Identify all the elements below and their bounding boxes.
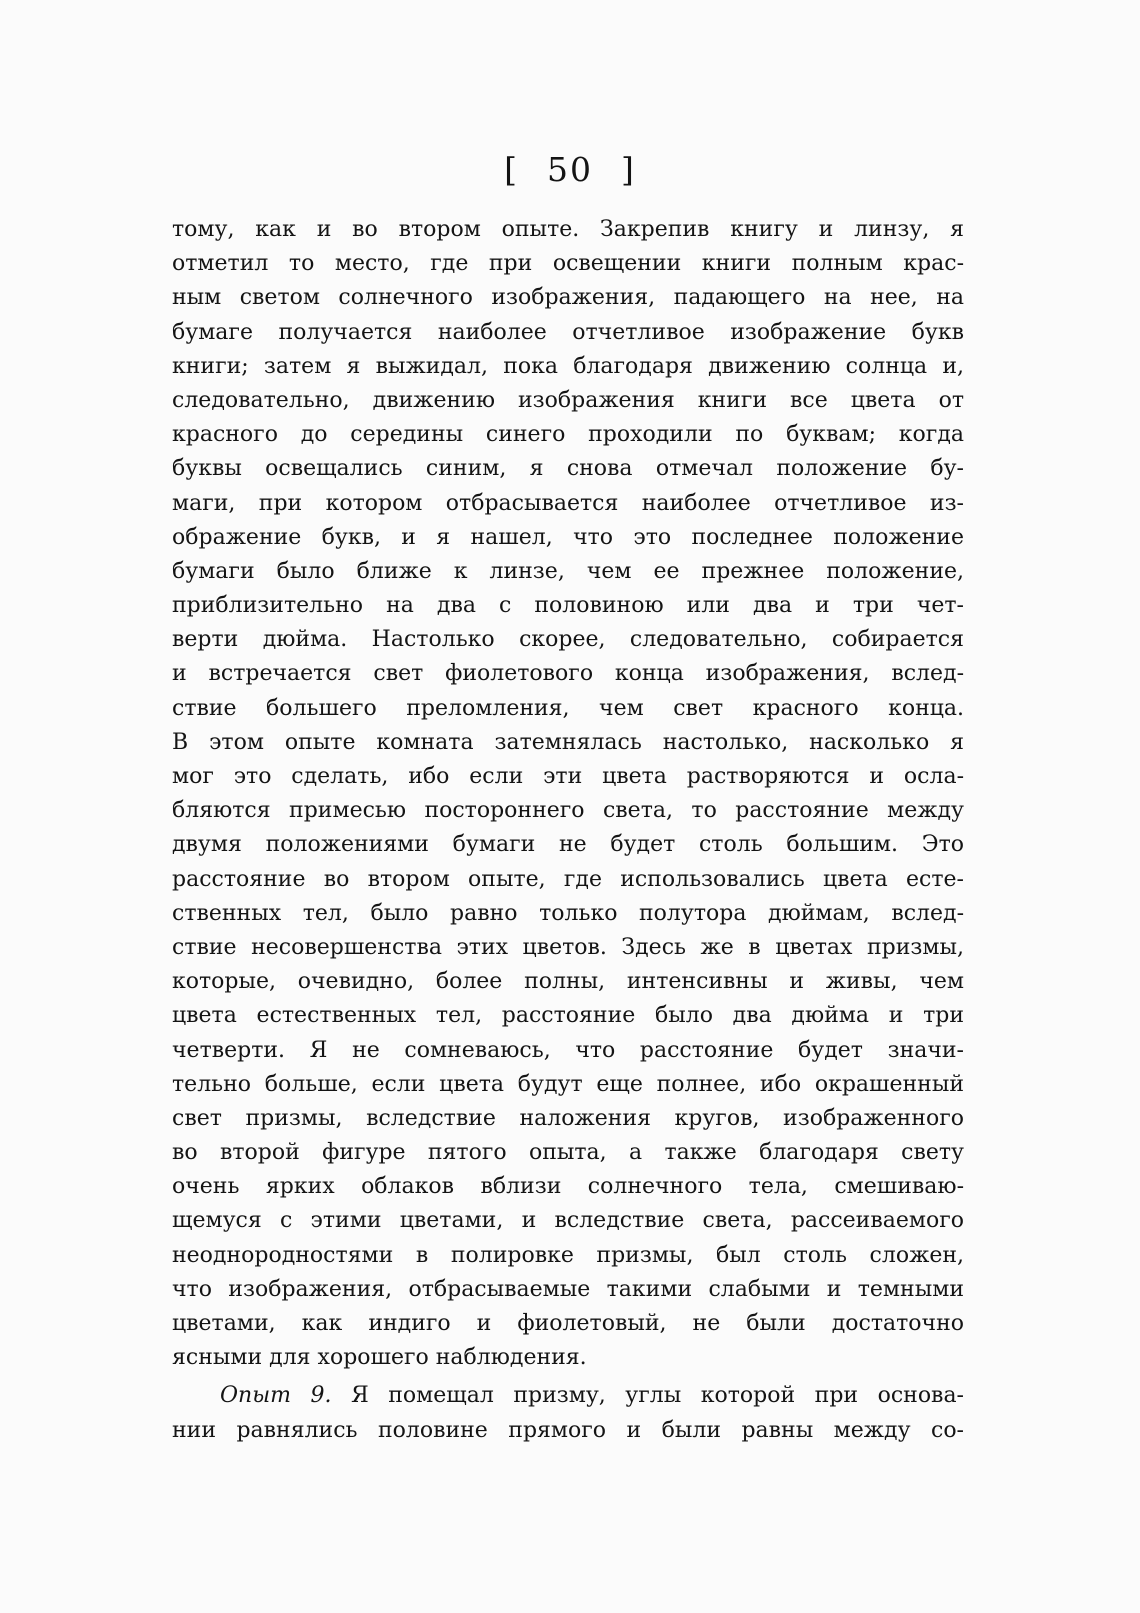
text-line: очень ярких облаков вблизи солнечного тела, смешиваю- <box>172 1174 964 1200</box>
text-span: Я помещал призму, углы которой при основа- <box>331 1383 964 1409</box>
text-line: В этом опыте комната затемнялась настолько, насколько я <box>172 729 964 755</box>
text-line: ствие несовершенства этих цветов. Здесь же в цветах призмы, <box>172 934 964 960</box>
text-line: буквы освещались синим, я снова отмечал положение бу- <box>172 456 964 482</box>
text-line: цвета естественных тел, расстояние было два дюйма и три <box>172 1003 964 1029</box>
text-line: красного до середины синего проходили по буквам; когда <box>172 422 964 448</box>
text-line: бумаги было ближе к линзе, чем ее прежнее положение, <box>172 558 964 584</box>
page-number-header <box>0 150 1140 190</box>
text-line: расстояние во втором опыте, где использовались цвета есте- <box>172 866 964 892</box>
text-line: следовательно, движению изображения книги все цвета от <box>172 387 964 413</box>
page-number: 50 <box>547 150 593 189</box>
text-line: четверти. Я не сомневаюсь, что расстояние будет значи- <box>172 1037 964 1063</box>
text-line: щемуся с этими цветами, и вследствие света, рассеиваемого <box>172 1208 964 1234</box>
text-line: приблизительно на два с половиною или два и три чет- <box>172 593 964 619</box>
experiment-heading-line <box>172 1379 964 1413</box>
text-line: цветами, как индиго и фиолетовый, не были достаточно <box>172 1311 964 1336</box>
text-line: ясными для хорошего наблюдения. <box>172 1345 587 1371</box>
text-line: книги; затем я выжидал, пока благодаря движению солнца и, <box>172 353 964 379</box>
text-line: нии равнялись половине прямого и были равны между со- <box>172 1417 964 1443</box>
text-line: двумя положениями бумаги не будет столь большим. Это <box>172 832 964 858</box>
text-line: во второй фигуре пятого опыта, а также благодаря свету <box>172 1140 964 1166</box>
text-line: ственных тел, было равно только полутора дюймам, вслед- <box>172 900 964 926</box>
text-line: маги, при котором отбрасывается наиболее отчетливое из- <box>172 490 964 516</box>
text-line: ствие большего преломления, чем свет красного конца. <box>172 695 964 721</box>
text-line: отметил то место, где при освещении книги полным крас- <box>172 251 964 277</box>
text-line: свет призмы, вследствие наложения кругов, изображенного <box>172 1105 964 1131</box>
text-line: бумаге получается наиболее отчетливое изображение букв <box>172 319 964 345</box>
text-line: которые, очевидно, более полны, интенсивны и живы, чем <box>172 969 964 995</box>
left-bracket: [ <box>504 150 519 189</box>
text-line: и встречается свет фиолетового конца изображения, вслед- <box>172 661 964 687</box>
text-line: ображение букв, и я нашел, что это последнее положение <box>172 524 964 550</box>
text-line: тельно больше, если цвета будут еще полнее, ибо окрашенный <box>172 1071 964 1097</box>
text-line: неоднородностями в полировке призмы, был столь сложен, <box>172 1242 964 1268</box>
text-line: бляются примесью постороннего света, то расстояние между <box>172 798 964 824</box>
text-line: что изображения, отбрасываемые такими слабыми и темными <box>172 1276 964 1302</box>
text-line: верти дюйма. Настолько скорее, следовательно, собирается <box>172 627 964 653</box>
text-line: мог это сделать, ибо если эти цвета растворяются и осла- <box>172 764 964 789</box>
experiment-label: Опыт 9. <box>220 1383 332 1409</box>
text-line: ным светом солнечного изображения, падающего на нее, на <box>172 285 964 311</box>
text-line: тому, как и во втором опыте. Закрепив книгу и линзу, я <box>172 217 964 242</box>
paragraph-2 <box>172 1379 964 1447</box>
paragraph-1 <box>172 213 964 1375</box>
right-bracket: ] <box>621 150 636 189</box>
body-text <box>172 213 964 1448</box>
